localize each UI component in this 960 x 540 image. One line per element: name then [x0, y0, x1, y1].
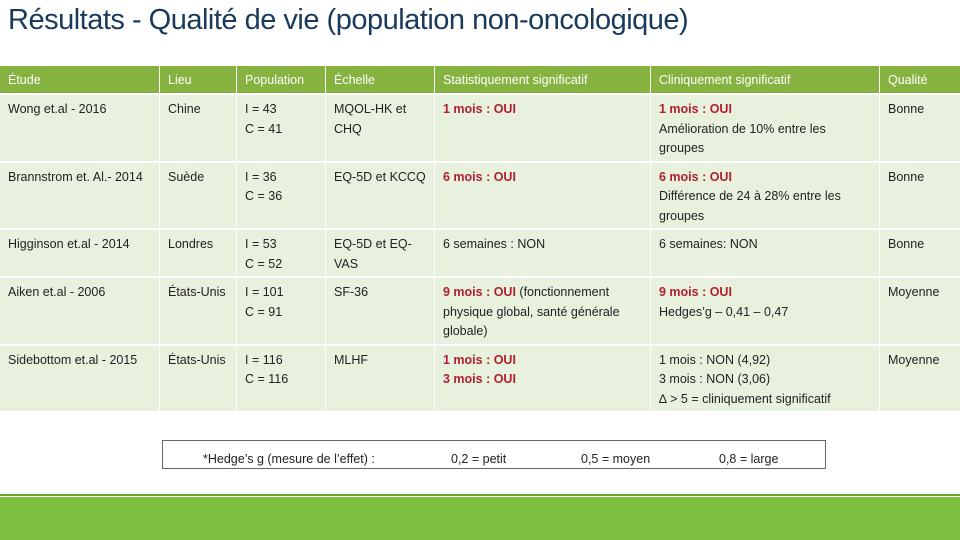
- clinical-line: [659, 100, 871, 120]
- clinical-line: [659, 120, 871, 159]
- significant-result: 6 mois : OUI: [443, 169, 516, 184]
- significant-result: 1 mois : OUI: [659, 102, 732, 116]
- hedges-g-legend: [162, 440, 826, 469]
- cell-quality: Bonne: [880, 161, 960, 229]
- table-row: [0, 228, 960, 276]
- cell-population: [237, 228, 326, 276]
- clinical-line: [659, 235, 871, 255]
- population-line: I = 101: [245, 285, 284, 299]
- header-population: Population: [237, 66, 326, 93]
- result-text: 3 mois : NON (3,06): [659, 372, 771, 386]
- population-line: C = 52: [245, 256, 283, 271]
- stat-line: [443, 283, 642, 342]
- cell-scale: EQ-5D et KCCQ: [326, 161, 435, 229]
- table-row: [0, 161, 960, 229]
- cell-place: États-Unis: [160, 344, 237, 412]
- significant-result: 3 mois : OUI: [443, 372, 516, 386]
- result-text: Différence de 24 à 28% entre les groupes: [659, 189, 841, 223]
- cell-clinical: [651, 228, 880, 276]
- header-lieu: Lieu: [160, 66, 237, 93]
- cell-population: [237, 276, 326, 344]
- clinical-line: [659, 303, 871, 323]
- cell-place: Chine: [160, 93, 237, 161]
- stat-line: [443, 370, 642, 390]
- result-text: (fonctionnement physique global, santé générale globale): [443, 285, 620, 338]
- footer-divider: [0, 494, 960, 496]
- cell-quality: Moyenne: [880, 276, 960, 344]
- cell-statistical: [435, 228, 651, 276]
- cell-quality: Bonne: [880, 228, 960, 276]
- clinical-line: [659, 187, 871, 226]
- population-line: I = 116: [245, 352, 283, 367]
- significant-result: 6 mois : OUI: [659, 169, 732, 184]
- cell-place: Londres: [160, 228, 237, 276]
- stat-line: [443, 168, 642, 188]
- footer-bar: [0, 497, 960, 540]
- stat-line: [443, 100, 642, 120]
- significant-result: 1 mois : OUI: [443, 102, 516, 116]
- cell-statistical: [435, 344, 651, 412]
- cell-population: [237, 344, 326, 412]
- cell-clinical: [651, 93, 880, 161]
- result-text: Hedges’g – 0,41 – 0,47: [659, 304, 789, 319]
- clinical-line: [659, 351, 871, 371]
- significant-result: 1 mois : OUI: [443, 352, 516, 367]
- stat-line: [443, 235, 642, 255]
- cell-place: Suède: [160, 161, 237, 229]
- population-line: C = 91: [245, 304, 283, 319]
- result-text: 6 semaines : NON: [443, 237, 546, 251]
- legend-large: 0,8 = large: [719, 452, 779, 466]
- cell-population: [237, 161, 326, 229]
- population-line: I = 53: [245, 237, 277, 251]
- result-text: ∆ > 5 = cliniquement significatif: [659, 391, 831, 406]
- cell-clinical: [651, 276, 880, 344]
- table-header-row: [0, 66, 960, 93]
- clinical-line: [659, 370, 871, 390]
- table-body: [0, 93, 960, 411]
- cell-statistical: [435, 161, 651, 229]
- result-text: Amélioration de 10% entre les groupes: [659, 121, 826, 155]
- cell-clinical: [651, 161, 880, 229]
- legend-medium: 0,5 = moyen: [581, 452, 651, 466]
- result-text: 6 semaines: NON: [659, 237, 758, 251]
- significant-result: 9 mois : OUI: [443, 285, 516, 299]
- population-line: I = 36: [245, 169, 277, 184]
- cell-scale: MQOL-HK et CHQ: [326, 93, 435, 161]
- header-statistique: Statistiquement significatif: [435, 66, 651, 93]
- legend-small: 0,2 = petit: [451, 452, 507, 466]
- significant-result: 9 mois : OUI: [659, 285, 732, 299]
- legend-label: *Hedge’s g (mesure de l’effet) :: [203, 452, 375, 466]
- population-line: I = 43: [245, 102, 277, 116]
- header-echelle: Échelle: [326, 66, 435, 93]
- page-title: Résultats - Qualité de vie (population non-oncologique): [8, 4, 689, 36]
- cell-scale: MLHF: [326, 344, 435, 412]
- results-table: [0, 66, 960, 411]
- clinical-line: [659, 168, 871, 188]
- cell-study: Higginson et.al - 2014: [0, 228, 160, 276]
- table-row: [0, 276, 960, 344]
- result-text: 1 mois : NON (4,92): [659, 352, 771, 367]
- population-line: C = 116: [245, 372, 289, 386]
- cell-statistical: [435, 276, 651, 344]
- cell-study: Wong et.al - 2016: [0, 93, 160, 161]
- cell-study: Aiken et.al - 2006: [0, 276, 160, 344]
- header-etude: Étude: [0, 66, 160, 93]
- cell-place: États-Unis: [160, 276, 237, 344]
- cell-study: Brannstrom et. Al.- 2014: [0, 161, 160, 229]
- clinical-line: [659, 390, 871, 410]
- cell-scale: SF-36: [326, 276, 435, 344]
- cell-population: [237, 93, 326, 161]
- cell-statistical: [435, 93, 651, 161]
- clinical-line: [659, 283, 871, 303]
- table-row: [0, 344, 960, 412]
- population-line: C = 41: [245, 121, 283, 136]
- population-line: C = 36: [245, 189, 283, 203]
- header-clinique: Cliniquement significatif: [651, 66, 880, 93]
- cell-quality: Moyenne: [880, 344, 960, 412]
- cell-study: Sidebottom et.al - 2015: [0, 344, 160, 412]
- cell-clinical: [651, 344, 880, 412]
- cell-scale: EQ-5D et EQ-VAS: [326, 228, 435, 276]
- table-row: [0, 93, 960, 161]
- stat-line: [443, 351, 642, 371]
- cell-quality: Bonne: [880, 93, 960, 161]
- header-qualite: Qualité: [880, 66, 960, 93]
